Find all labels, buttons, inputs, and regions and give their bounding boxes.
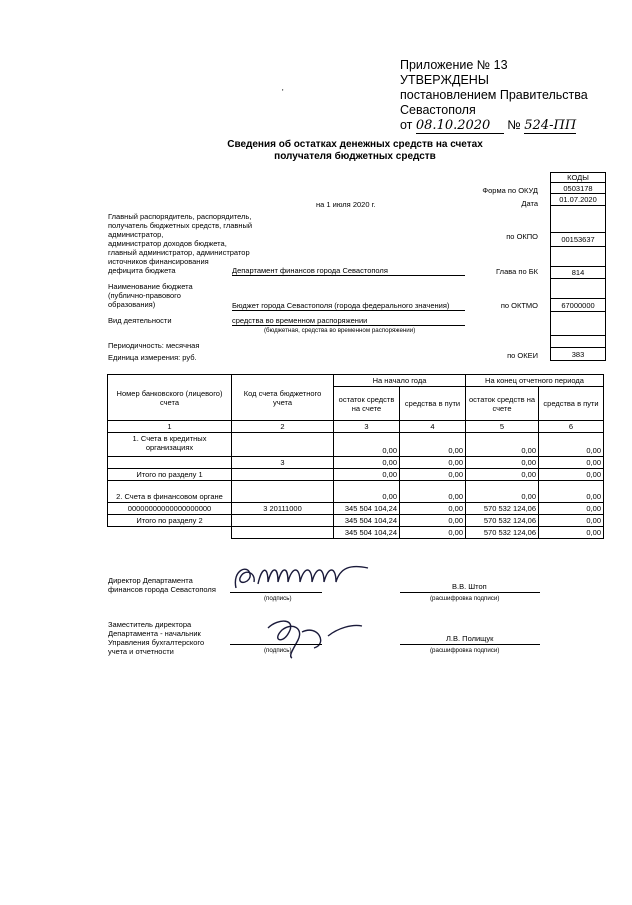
balances-table [107, 374, 604, 539]
table-row: 1. Счета в кредитных организациях 0,00 0,00 0,00 0,00 [108, 433, 604, 457]
code-okei: 383 [551, 348, 606, 361]
signature-hint: (подпись) [264, 595, 292, 602]
code-date: 01.07.2020 [551, 194, 606, 206]
director-name: В.В. Штоп [452, 582, 487, 591]
code-oktmo: 67000000 [551, 299, 606, 312]
header-start-of-year: На начало года [334, 375, 466, 387]
decode-hint: (расшифровка подписи) [430, 647, 500, 654]
okud-label: Форма по ОКУД [482, 186, 538, 195]
code-okud: 0503178 [551, 183, 606, 194]
handwritten-date: 08.10.2020 [416, 118, 504, 134]
manager-label: Главный распорядитель, распорядитель, получатель бюджетных средств, главный администратор, администратор доходов бюджета, главный администратор, администратор источников финансирования дефицита бюджета [108, 212, 253, 275]
table-row: 2. Счета в финансовом органе 0,00 0,00 0,00 0,00 [108, 481, 604, 503]
okei-label: по ОКЕИ [507, 351, 538, 360]
appendix-label: Приложение № 13 [400, 58, 508, 72]
okpo-label: по ОКПО [506, 232, 538, 241]
header-account: Номер банковского (лицевого) счета [108, 375, 232, 421]
deputy-title: Заместитель директора Департамента - начальник Управления бухгалтерского учета и отчетности [108, 620, 205, 656]
date-label: Дата [521, 199, 538, 208]
col-num: 2 [232, 421, 334, 433]
deputy-name: Л.В. Полищук [446, 634, 494, 643]
activity-hint: (бюджетная, средства во временном распоряжении) [264, 327, 416, 334]
oktmo-label: по ОКТМО [500, 301, 538, 310]
header-end-of-period: На конец отчетного периода [466, 375, 604, 387]
col-num: 6 [539, 421, 604, 433]
resolution-label: постановлением Правительства [400, 88, 588, 102]
code-okpo: 00153637 [551, 233, 606, 247]
col-num: 4 [400, 421, 466, 433]
codes-header: КОДЫ [551, 173, 606, 183]
table-row: Итого по разделу 2 345 504 104,24 0,00 570 532 124,06 0,00 [108, 515, 604, 527]
director-signature [228, 560, 378, 594]
signature-hint: (подпись) [264, 647, 292, 654]
glava-label: Глава по БК [496, 267, 538, 276]
city-label: Севастополя [400, 103, 476, 117]
document-title: Сведения об остатках денежных средств на счетах получателя бюджетных средств [227, 139, 483, 162]
decode-hint: (расшифровка подписи) [430, 595, 500, 602]
budget-label: Наименование бюджета (публично-правового образования) [108, 282, 193, 309]
activity-label: Вид деятельности [108, 316, 172, 325]
table-row: Итого по разделу 1 0,00 0,00 0,00 0,00 [108, 469, 604, 481]
unit-of-measure: Единица измерения: руб. [108, 353, 197, 362]
header-transit-end: средства в пути [539, 387, 604, 421]
header-transit-start: средства в пути [400, 387, 466, 421]
activity-value: средства во временном распоряжении [232, 316, 465, 326]
header-budget-code: Код счета бюджетного учета [232, 375, 334, 421]
approval-block [400, 58, 588, 134]
approved-label: УТВЕРЖДЕНЫ [400, 73, 489, 87]
table-row: 00000000000000000000 3 20111000 345 504 104,24 0,00 570 532 124,06 0,00 [108, 503, 604, 515]
manager-value: Департамент финансов города Севастополя [232, 266, 465, 276]
header-balance-start: остаток средств на счете [334, 387, 400, 421]
col-num: 3 [334, 421, 400, 433]
handwritten-number: 524-ПП [524, 118, 577, 133]
table-row: 345 504 104,24 0,00 570 532 124,06 0,00 [108, 527, 604, 539]
budget-value: Бюджет города Севастополя (города федерального значения) [232, 301, 465, 311]
col-num: 5 [466, 421, 539, 433]
stray-mark: ' [282, 88, 284, 97]
col-num: 1 [108, 421, 232, 433]
director-title: Директор Департамента финансов города Севастополя [108, 576, 216, 594]
codes-table [550, 172, 606, 361]
header-balance-end: остаток средств на счете [466, 387, 539, 421]
table-row: 3 0,00 0,00 0,00 0,00 [108, 457, 604, 469]
code-glava: 814 [551, 267, 606, 279]
resolution-date-line: от 08.10.2020 № 524-ПП [400, 118, 577, 133]
periodicity: Периодичность: месячная [108, 341, 200, 350]
report-date: на 1 июля 2020 г. [316, 200, 376, 209]
